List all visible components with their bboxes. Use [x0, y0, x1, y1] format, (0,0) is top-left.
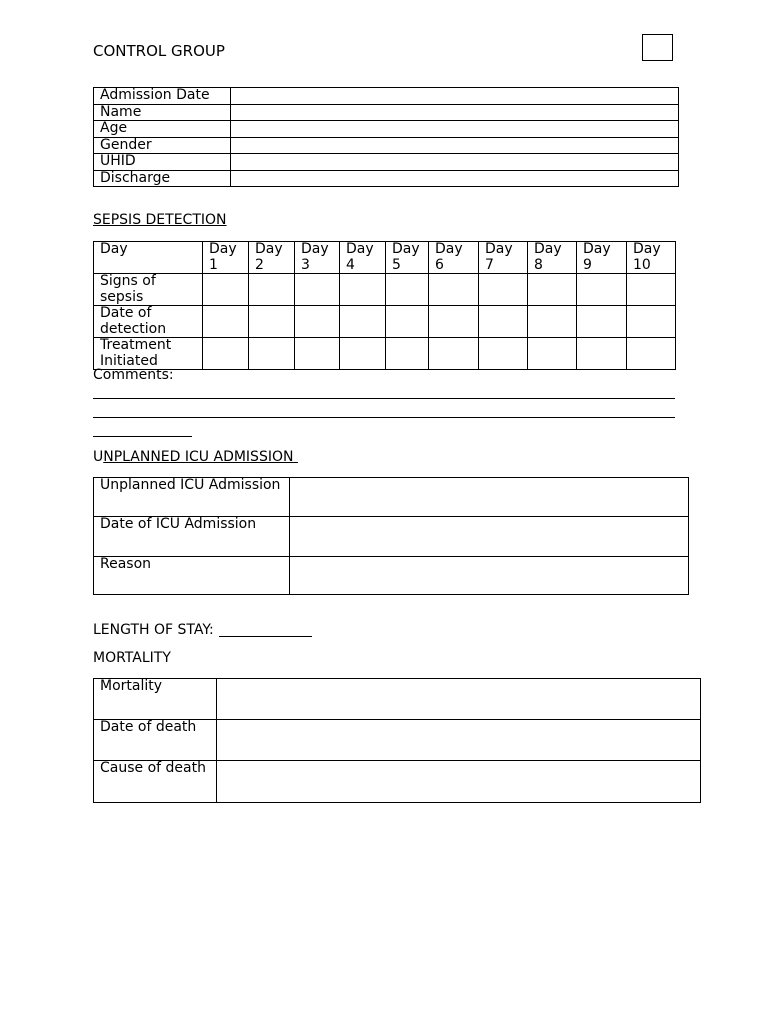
length-of-stay-label: LENGTH OF STAY:: [93, 622, 214, 638]
day-header: Day 1: [203, 242, 249, 274]
entry-cell[interactable]: [429, 306, 479, 338]
patient-info-table: [93, 87, 679, 187]
gender-field[interactable]: [231, 137, 679, 154]
page-title: CONTROL GROUP: [93, 42, 225, 60]
entry-cell[interactable]: [528, 306, 577, 338]
row-label: Cause of death: [94, 761, 217, 803]
mortality-field[interactable]: [217, 679, 701, 720]
day-header: Day 2: [249, 242, 295, 274]
table-row: [94, 517, 689, 557]
entry-cell[interactable]: [203, 306, 249, 338]
icu-heading: [93, 449, 298, 465]
entry-cell[interactable]: [429, 274, 479, 306]
sepsis-table: [93, 241, 676, 370]
unplanned-icu-field[interactable]: [290, 478, 689, 517]
field-label: Admission Date: [94, 88, 231, 105]
death-cause-field[interactable]: [217, 761, 701, 803]
entry-cell[interactable]: [577, 274, 627, 306]
entry-cell[interactable]: [479, 274, 528, 306]
day-header: Day 6: [429, 242, 479, 274]
entry-cell[interactable]: [479, 306, 528, 338]
entry-cell[interactable]: [429, 338, 479, 370]
entry-cell[interactable]: [479, 338, 528, 370]
entry-cell[interactable]: [627, 306, 676, 338]
table-row: [94, 761, 701, 803]
comments-line[interactable]: [93, 436, 192, 437]
day-label: Day: [94, 242, 203, 274]
day-header: Day 4: [340, 242, 386, 274]
row-label: Date of death: [94, 720, 217, 761]
age-field[interactable]: [231, 121, 679, 138]
table-row: [94, 88, 679, 105]
icu-heading-trail: [293, 449, 297, 465]
checkbox-box[interactable]: [642, 34, 673, 61]
table-row: [94, 154, 679, 171]
entry-cell[interactable]: [627, 338, 676, 370]
day-header: Day 5: [386, 242, 429, 274]
entry-cell[interactable]: [340, 338, 386, 370]
length-of-stay-line[interactable]: [219, 636, 312, 637]
day-header: Day 10: [627, 242, 676, 274]
comments-label: Comments:: [93, 367, 174, 383]
field-label: UHID: [94, 154, 231, 171]
row-label: Treatment Initiated: [94, 338, 203, 370]
field-label: Discharge: [94, 170, 231, 187]
entry-cell[interactable]: [203, 274, 249, 306]
entry-cell[interactable]: [295, 274, 340, 306]
table-row: [94, 557, 689, 595]
table-row: [94, 720, 701, 761]
entry-cell[interactable]: [386, 338, 429, 370]
entry-cell[interactable]: [295, 338, 340, 370]
row-label: Date of detection: [94, 306, 203, 338]
entry-cell[interactable]: [203, 338, 249, 370]
table-row: [94, 679, 701, 720]
sepsis-row-treatment: [94, 338, 676, 370]
discharge-field[interactable]: [231, 170, 679, 187]
table-row: [94, 104, 679, 121]
row-label: Date of ICU Admission: [94, 517, 290, 557]
death-date-field[interactable]: [217, 720, 701, 761]
mortality-table: [93, 678, 701, 803]
day-header: Day 9: [577, 242, 627, 274]
entry-cell[interactable]: [386, 306, 429, 338]
name-field[interactable]: [231, 104, 679, 121]
field-label: Name: [94, 104, 231, 121]
table-row: [94, 121, 679, 138]
entry-cell[interactable]: [528, 338, 577, 370]
entry-cell[interactable]: [295, 306, 340, 338]
mortality-heading: MORTALITY: [93, 650, 171, 666]
day-header: Day 7: [479, 242, 528, 274]
comments-line[interactable]: [93, 398, 675, 399]
row-label: Unplanned ICU Admission: [94, 478, 290, 517]
icu-heading-prefix: U: [93, 449, 104, 465]
entry-cell[interactable]: [577, 306, 627, 338]
day-header: Day 8: [528, 242, 577, 274]
table-row: [94, 170, 679, 187]
admission-date-field[interactable]: [231, 88, 679, 105]
sepsis-header-row: [94, 242, 676, 274]
icu-table: [93, 477, 689, 595]
day-header: Day 3: [295, 242, 340, 274]
entry-cell[interactable]: [627, 274, 676, 306]
table-row: [94, 478, 689, 517]
row-label: Mortality: [94, 679, 217, 720]
entry-cell[interactable]: [249, 306, 295, 338]
row-label: Reason: [94, 557, 290, 595]
sepsis-heading: SEPSIS DETECTION: [93, 212, 227, 228]
icu-heading-text: NPLANNED ICU ADMISSION: [103, 449, 294, 465]
comments-line[interactable]: [93, 417, 675, 418]
sepsis-row-detection: [94, 306, 676, 338]
entry-cell[interactable]: [340, 306, 386, 338]
entry-cell[interactable]: [249, 274, 295, 306]
entry-cell[interactable]: [249, 338, 295, 370]
sepsis-row-signs: [94, 274, 676, 306]
icu-reason-field[interactable]: [290, 557, 689, 595]
entry-cell[interactable]: [340, 274, 386, 306]
row-label: Signs of sepsis: [94, 274, 203, 306]
table-row: [94, 137, 679, 154]
field-label: Age: [94, 121, 231, 138]
field-label: Gender: [94, 137, 231, 154]
uhid-field[interactable]: [231, 154, 679, 171]
entry-cell[interactable]: [577, 338, 627, 370]
entry-cell[interactable]: [528, 274, 577, 306]
entry-cell[interactable]: [386, 274, 429, 306]
icu-date-field[interactable]: [290, 517, 689, 557]
